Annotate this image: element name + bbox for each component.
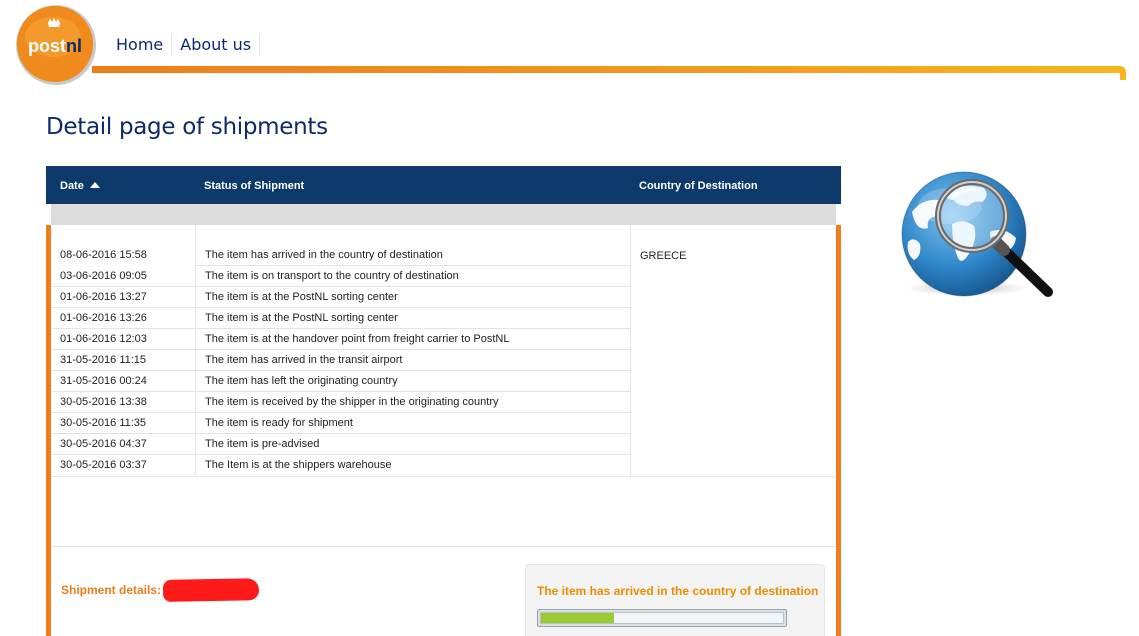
table-row xyxy=(51,308,631,329)
progress-fill xyxy=(541,613,614,623)
current-status-box xyxy=(525,564,825,636)
row-date: 01-06-2016 12:03 xyxy=(60,333,147,345)
svg-text:postnl: postnl xyxy=(28,36,82,56)
destination-country: GREECE xyxy=(640,250,687,262)
table-filter-strip xyxy=(51,204,836,225)
sort-up-icon xyxy=(90,182,100,188)
row-status: The item is at the PostNL sorting center xyxy=(205,291,398,303)
table-row xyxy=(51,371,631,392)
header-orange-bar xyxy=(92,66,1126,73)
row-status: The item has arrived in the country of destination xyxy=(205,249,443,261)
row-status: The item is on transport to the country of destination xyxy=(205,270,459,282)
column-header-date-label: Date xyxy=(60,180,84,192)
progress-inner xyxy=(540,612,784,624)
table-row xyxy=(51,350,631,371)
row-date: 01-06-2016 13:27 xyxy=(60,291,147,303)
table-row xyxy=(51,245,631,266)
row-status: The item is received by the shipper in the originating country xyxy=(205,396,499,408)
row-date: 03-06-2016 09:05 xyxy=(60,270,147,282)
table-row xyxy=(51,266,631,287)
row-date: 30-05-2016 13:38 xyxy=(60,396,147,408)
row-status: The item is ready for shipment xyxy=(205,417,353,429)
table-row xyxy=(51,392,631,413)
header-orange-bar-cap xyxy=(1120,66,1126,80)
postnl-logo[interactable] xyxy=(15,4,97,86)
table-row xyxy=(51,434,631,455)
delivery-progress-bar xyxy=(537,609,787,627)
tracking-table-body xyxy=(51,225,836,477)
nav-about-us[interactable]: About us xyxy=(172,34,260,56)
globe-magnifier-icon xyxy=(892,162,1057,302)
row-date: 30-05-2016 04:37 xyxy=(60,438,147,450)
row-date: 01-06-2016 13:26 xyxy=(60,312,147,324)
row-date: 31-05-2016 00:24 xyxy=(60,375,147,387)
row-date: 08-06-2016 15:58 xyxy=(60,249,147,261)
row-date: 31-05-2016 11:15 xyxy=(60,354,147,366)
current-status-text: The item has arrived in the country of destination xyxy=(537,584,819,598)
main-nav xyxy=(108,34,260,56)
section-divider xyxy=(51,546,836,547)
table-header xyxy=(46,166,841,204)
row-status: The item is at the handover point from freight carrier to PostNL xyxy=(205,333,510,345)
table-row xyxy=(51,287,631,308)
redacted-shipment-id xyxy=(163,578,259,602)
table-row xyxy=(51,329,631,350)
shipment-details-label: Shipment details: xyxy=(61,583,162,597)
table-row xyxy=(51,455,631,476)
row-status: The item is at the PostNL sorting center xyxy=(205,312,398,324)
page-title: Detail page of shipments xyxy=(46,114,328,140)
column-header-date[interactable] xyxy=(60,180,100,192)
table-row xyxy=(51,413,631,434)
row-status: The item has left the originating country xyxy=(205,375,398,387)
nav-home[interactable]: Home xyxy=(108,34,172,56)
column-header-country: Country of Destination xyxy=(639,180,758,192)
column-header-status: Status of Shipment xyxy=(204,180,305,192)
row-date: 30-05-2016 11:35 xyxy=(60,417,147,429)
row-date: 30-05-2016 03:37 xyxy=(60,459,147,471)
row-status: The item is pre-advised xyxy=(205,438,320,450)
row-status: The Item is at the shippers warehouse xyxy=(205,459,392,471)
row-status: The item has arrived in the transit airport xyxy=(205,354,403,366)
